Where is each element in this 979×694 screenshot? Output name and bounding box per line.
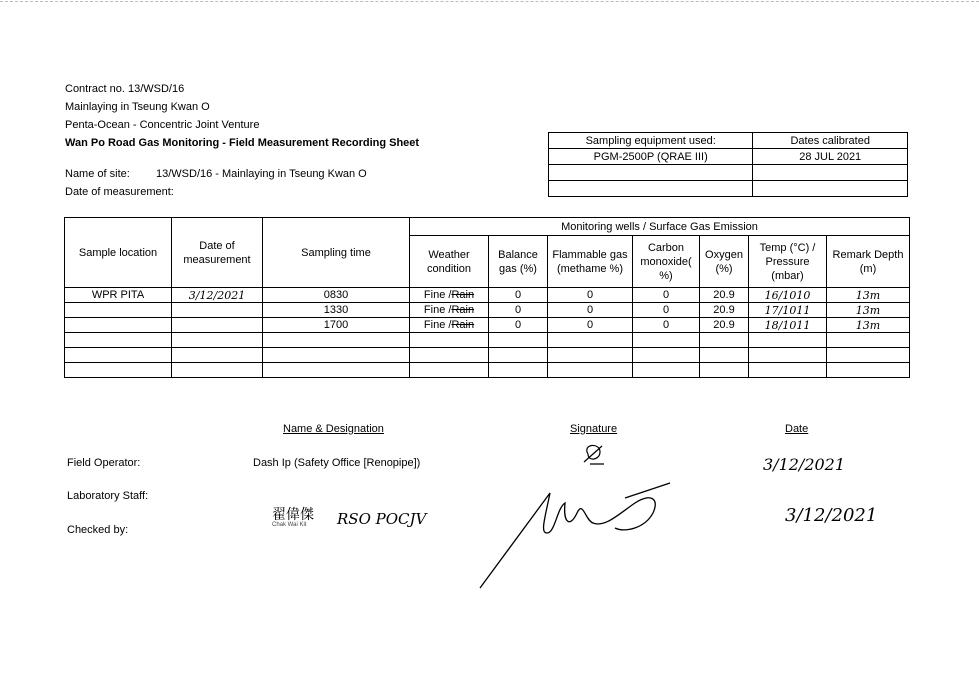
cell-remark: 13m: [827, 318, 910, 333]
weather-fine: Fine /: [423, 289, 452, 301]
cell-weather: [410, 333, 489, 348]
cell-time: [263, 333, 410, 348]
calibration-date: 28 JUL 2021: [753, 149, 908, 165]
cell-flammable: 0: [548, 303, 633, 318]
equipment-header-row: [549, 133, 908, 149]
cell-balance: 0: [489, 303, 548, 318]
cell-location: [65, 333, 172, 348]
measurement-date-label: Date of measurement:: [65, 186, 174, 198]
checked-by-label: Checked by:: [67, 524, 129, 536]
col-date-of-measurement: Date of measurement: [172, 218, 263, 288]
col-remark-depth: Remark Depth (m): [827, 236, 910, 288]
cell-co: [633, 348, 700, 363]
cell-remark: [827, 363, 910, 378]
sheet-title: Wan Po Road Gas Monitoring - Field Measurement Recording Sheet: [65, 137, 420, 149]
weather-rain-struck: Rain: [451, 304, 475, 316]
cell-oxygen: [700, 348, 749, 363]
cell-location: [65, 348, 172, 363]
table-row: [65, 333, 910, 348]
cell-oxygen: [700, 333, 749, 348]
cell-oxygen: 20.9: [700, 318, 749, 333]
table-row: [65, 288, 910, 303]
name-designation-header: Name & Designation: [283, 423, 384, 435]
cell-flammable: [548, 363, 633, 378]
checker-signature: [475, 478, 675, 593]
field-operator-signature: [580, 440, 610, 468]
cell-weather: [410, 303, 489, 318]
cell-time: 1700: [263, 318, 410, 333]
cell-balance: 0: [489, 288, 548, 303]
weather-rain-struck: Rain: [451, 289, 475, 301]
cell-co: [633, 363, 700, 378]
col-carbon-monoxide: Carbon monoxide( %): [633, 236, 700, 288]
page-top-edge: [0, 1, 979, 2]
field-operator-label: Field Operator:: [67, 457, 141, 469]
cell-co: 0: [633, 303, 700, 318]
calibration-col-header: Dates calibrated: [753, 133, 908, 149]
checked-date: 3/12/2021: [785, 505, 878, 526]
cell-weather: [410, 348, 489, 363]
equipment-col-header: Sampling equipment used:: [549, 133, 753, 149]
weather-fine: Fine /: [423, 319, 452, 331]
equipment-row: [549, 181, 908, 197]
cell-flammable: [548, 348, 633, 363]
table-row: [65, 348, 910, 363]
equipment-row: [549, 165, 908, 181]
cell-weather: [410, 288, 489, 303]
cell-date: [172, 333, 263, 348]
measurement-table: [64, 217, 910, 378]
cell-balance: 0: [489, 318, 548, 333]
cell-co: 0: [633, 288, 700, 303]
cell-time: [263, 363, 410, 378]
cell-temp: [749, 333, 827, 348]
cell-temp: [749, 363, 827, 378]
table-group-header-row: [65, 218, 910, 236]
cell-balance: [489, 363, 548, 378]
cell-temp: 18/1011: [749, 318, 827, 333]
laboratory-staff-label: Laboratory Staff:: [67, 490, 149, 502]
cell-weather: [410, 363, 489, 378]
cell-date: 3/12/2021: [172, 288, 263, 303]
weather-fine: Fine /: [423, 304, 452, 316]
cell-flammable: 0: [548, 288, 633, 303]
field-operator-name: Dash Ip (Safety Office [Renopipe]): [253, 457, 421, 469]
col-sample-location: Sample location: [65, 218, 172, 288]
equipment-name: PGM-2500P (QRAE III): [549, 149, 753, 165]
checker-chinese-name: 翟偉傑: [272, 507, 314, 523]
project-name: Mainlaying in Tseung Kwan O: [65, 101, 210, 113]
col-sampling-time: Sampling time: [263, 218, 410, 288]
contractor-name: Penta-Ocean - Concentric Joint Venture: [65, 119, 260, 131]
cell-oxygen: 20.9: [700, 303, 749, 318]
cell-weather: [410, 318, 489, 333]
table-row: [65, 363, 910, 378]
site-info: [65, 165, 367, 201]
cell-date: [172, 303, 263, 318]
cell-flammable: 0: [548, 318, 633, 333]
contract-number: Contract no. 13/WSD/16: [65, 83, 185, 95]
cell-remark: [827, 333, 910, 348]
cell-date: [172, 363, 263, 378]
cell-oxygen: [700, 363, 749, 378]
col-temp-pressure: Temp (°C) / Pressure (mbar): [749, 236, 827, 288]
cell-temp: 16/1010: [749, 288, 827, 303]
weather-rain-struck: Rain: [451, 319, 475, 331]
calibration-date: [753, 165, 908, 181]
cell-flammable: [548, 333, 633, 348]
cell-remark: 13m: [827, 303, 910, 318]
cell-temp: [749, 348, 827, 363]
cell-location: [65, 318, 172, 333]
equipment-name: [549, 181, 753, 197]
col-weather: Weather condition: [410, 236, 489, 288]
cell-time: [263, 348, 410, 363]
cell-time: 1330: [263, 303, 410, 318]
cell-location: [65, 363, 172, 378]
cell-remark: 13m: [827, 288, 910, 303]
cell-oxygen: 20.9: [700, 288, 749, 303]
table-row: [65, 318, 910, 333]
col-flammable-gas: Flammable gas (methame %): [548, 236, 633, 288]
site-value: 13/WSD/16 - Mainlaying in Tseung Kwan O: [156, 168, 367, 180]
site-label: Name of site:: [65, 168, 130, 180]
checker-roman-name: Chak Wai Kit: [272, 522, 307, 528]
cell-remark: [827, 348, 910, 363]
cell-balance: [489, 333, 548, 348]
cell-location: WPR PITA: [65, 288, 172, 303]
document-header: [65, 80, 419, 152]
cell-date: [172, 348, 263, 363]
cell-co: [633, 333, 700, 348]
cell-balance: [489, 348, 548, 363]
field-operator-date: 3/12/2021: [763, 455, 846, 474]
equipment-row: [549, 149, 908, 165]
cell-time: 0830: [263, 288, 410, 303]
equipment-table: [548, 132, 908, 197]
cell-co: 0: [633, 318, 700, 333]
signature-header: Signature: [570, 423, 618, 435]
monitoring-group-header: Monitoring wells / Surface Gas Emission: [410, 218, 910, 236]
table-row: [65, 303, 910, 318]
checker-designation: RSO POCJV: [337, 510, 427, 528]
date-header: Date: [785, 423, 809, 435]
cell-date: [172, 318, 263, 333]
calibration-date: [753, 181, 908, 197]
col-balance-gas: Balance gas (%): [489, 236, 548, 288]
col-oxygen: Oxygen (%): [700, 236, 749, 288]
cell-temp: 17/1011: [749, 303, 827, 318]
equipment-name: [549, 165, 753, 181]
cell-location: [65, 303, 172, 318]
